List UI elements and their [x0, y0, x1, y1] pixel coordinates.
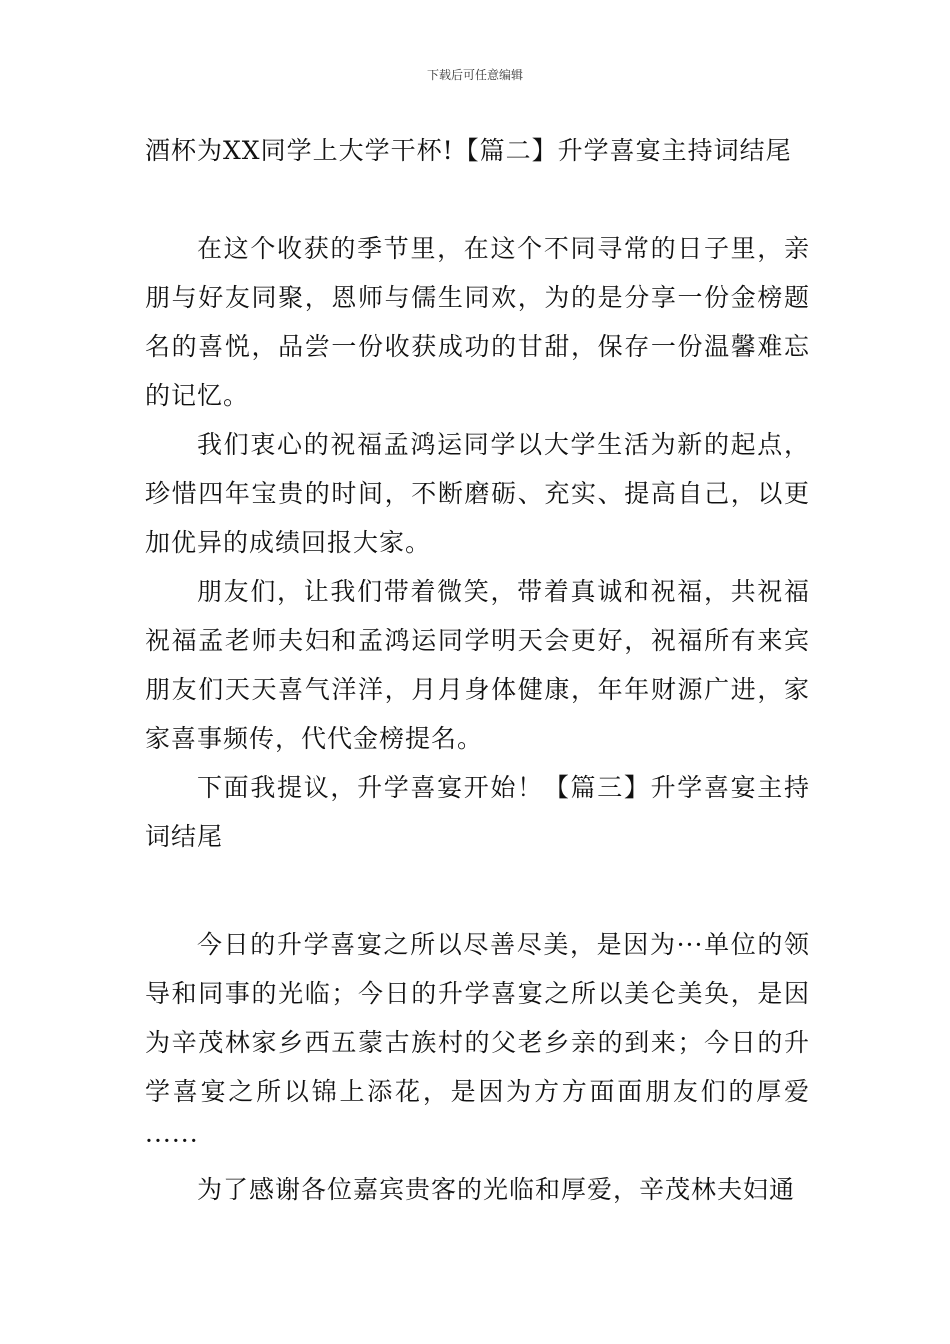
paragraph-6: 为了感谢各位嘉宾贵客的光临和厚爱，辛茂林夫妇通 [197, 1175, 796, 1204]
paragraph-2: 我们衷心的祝福孟鸿运同学以大学生活为新的起点，珍惜四年宝贵的时间，不断磨砺、充实、提高自己，以更加优异的成绩回报大家。 [145, 430, 810, 557]
page-header-note: 下载后可任意编辑 [426, 68, 523, 82]
paragraph-block-1 [145, 224, 810, 861]
opening-text: 酒杯为XX同学上大学干杯!【篇二】升学喜宴主持词结尾 [145, 136, 792, 165]
paragraph-3: 朋友们，让我们带着微笑，带着真诚和祝福，共祝福祝福孟老师夫妇和孟鸿运同学明天会更好，祝福所有来宾朋友们天天喜气洋洋，月月身体健康，年年财源广进，家家喜事频传，代代金榜提名。 [145, 577, 810, 753]
paragraph-4: 下面我提议，升学喜宴开始！【篇三】升学喜宴主持词结尾 [145, 773, 810, 851]
opening-line [145, 126, 810, 175]
paragraph-1: 在这个收获的季节里，在这个不同寻常的日子里，亲朋与好友同聚，恩师与儒生同欢，为的是分享一份金榜题名的喜悦，品尝一份收获成功的甘甜，保存一份温馨难忘的记忆。 [145, 234, 810, 410]
paragraph-5: 今日的升学喜宴之所以尽善尽美，是因为···单位的领导和同事的光临；今日的升学喜宴之所以美仑美奂，是因为辛茂林家乡西五蒙古族村的父老乡亲的到来；今日的升学喜宴之所以锦上添花，是因为方方面面朋友们的厚爱······ [145, 930, 810, 1155]
paragraph-block-2 [145, 920, 810, 1214]
